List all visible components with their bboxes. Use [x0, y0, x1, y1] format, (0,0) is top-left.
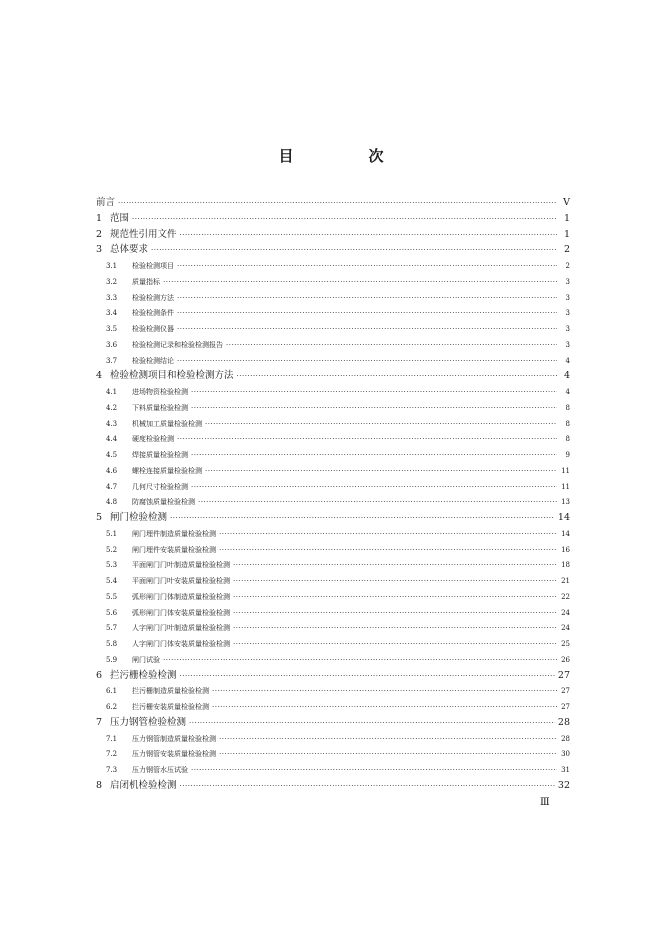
toc-entry-page: 3: [565, 325, 570, 333]
toc-entry-number: 3.6: [106, 340, 118, 349]
toc-entry[interactable]: [96, 669, 570, 683]
toc-entry-page: 31: [561, 766, 570, 774]
toc-entry-page: 28: [557, 716, 570, 728]
toc-entry-title: 质量指标: [132, 277, 160, 286]
toc-entry-page: 3: [565, 293, 570, 302]
toc-leader-dots: [219, 543, 557, 557]
toc-leader-dots: [233, 574, 557, 588]
toc-entry-title: 机械加工质量检验检测: [132, 419, 202, 428]
toc-entry-page: 24: [561, 624, 570, 633]
toc-entry-title: 弧形闸门门体安装质量检验检测: [132, 608, 230, 617]
toc-entry-number: 7.3: [106, 766, 118, 774]
toc-entry-number: 3.3: [106, 293, 118, 302]
toc-leader-dots: [233, 590, 557, 604]
toc-entry[interactable]: [96, 511, 570, 525]
toc-entry-number: 2: [96, 228, 103, 240]
toc-entry[interactable]: [106, 637, 570, 651]
toc-entry-page: 11: [561, 482, 570, 491]
toc-leader-dots: [233, 558, 557, 572]
toc-entry-title: 总体要求: [110, 244, 149, 256]
toc-entry-page: 11: [561, 466, 570, 475]
toc-entry-title: 前言: [96, 197, 116, 208]
toc-entry-number: 4.6: [106, 466, 118, 475]
toc-leader-dots: [177, 291, 557, 305]
toc-entry-page: 30: [561, 750, 570, 759]
toc-entry-title: 压力钢管检验检测: [110, 716, 187, 728]
toc-entry[interactable]: [96, 779, 570, 793]
toc-leader-dots: [177, 306, 557, 320]
toc-entry-page: 25: [561, 640, 570, 648]
toc-entry[interactable]: [96, 212, 570, 226]
toc-entry[interactable]: [106, 574, 570, 588]
toc-entry-title: 人字闸门门叶制造质量检验检测: [132, 624, 230, 633]
toc-entry[interactable]: [106, 684, 570, 698]
toc-entry-title: 闸门埋件制造质量检验检测: [132, 529, 216, 538]
toc-leader-dots: [237, 369, 557, 383]
toc-entry[interactable]: [106, 527, 570, 541]
toc-entry-page: 9: [565, 451, 570, 459]
toc-entry-title: 人字闸门门体安装质量检验检测: [132, 640, 230, 648]
toc-entry-page: 3: [565, 277, 570, 286]
toc-entry-title: 焊接质量检验检测: [132, 451, 188, 459]
toc-entry-title: 启闭机检验检测: [110, 779, 177, 791]
toc-entry-number: 3: [96, 244, 103, 256]
toc-entry-title: 硬度检验检测: [132, 435, 174, 444]
toc-entry[interactable]: [106, 338, 570, 352]
toc-entry-title: 压力钢管安装质量检验检测: [132, 750, 216, 759]
toc-entry-number: 6: [96, 669, 103, 681]
toc-leader-dots: [212, 684, 557, 698]
toc-title: 目 次: [278, 147, 414, 165]
toc-entry-title: 规范性引用文件: [110, 228, 177, 240]
toc-entry-number: 4.7: [106, 482, 118, 491]
toc-entry-page: 4: [565, 356, 570, 365]
toc-entry[interactable]: [106, 275, 570, 289]
toc-entry-number: 5.8: [106, 640, 118, 648]
toc-entry-number: 4.4: [106, 435, 118, 444]
toc-entry-title: 范围: [110, 212, 130, 224]
toc-entry[interactable]: [106, 700, 570, 714]
toc-entry-page: 8: [565, 435, 570, 444]
toc-entry[interactable]: [106, 448, 570, 462]
toc-entry[interactable]: [96, 369, 570, 383]
toc-entry-number: 3.4: [106, 309, 118, 318]
toc-entry-number: 7.2: [106, 750, 118, 759]
toc-entry-number: 5.3: [106, 561, 118, 570]
toc-entry-title: 检验检测条件: [132, 309, 174, 318]
toc-entry-page: 21: [561, 577, 570, 585]
toc-entry-title: 检验检测项目: [132, 262, 174, 270]
toc-entry[interactable]: [106, 306, 570, 320]
toc-leader-dots: [219, 732, 557, 746]
toc-entry-page: 22: [561, 592, 570, 601]
toc-entry[interactable]: [106, 763, 570, 777]
toc-entry-title: 几何尺寸检验检测: [132, 482, 188, 491]
toc-leader-dots: [177, 259, 557, 273]
toc-leader-dots: [198, 495, 557, 509]
toc-entry-title: 检验检测结论: [132, 356, 174, 365]
toc-leader-dots: [191, 763, 557, 777]
toc-entry[interactable]: [106, 621, 570, 635]
toc-leader-dots: [226, 338, 557, 352]
toc-entry-number: 4.5: [106, 451, 118, 459]
toc-entry-number: 5.2: [106, 545, 118, 554]
toc-entry-number: 6.2: [106, 703, 118, 711]
toc-entry-title: 平面闸门门叶安装质量检验检测: [132, 577, 230, 585]
toc-entry[interactable]: [106, 732, 570, 746]
toc-leader-dots: [191, 401, 557, 415]
toc-entry-title: 检验检测记录和检验检测报告: [132, 340, 223, 349]
toc-entry-page: 13: [561, 498, 570, 507]
toc-leader-dots: [177, 322, 557, 336]
toc-entry-number: 7: [96, 716, 103, 728]
toc-entry-title: 拦污栅安装质量检验检测: [132, 703, 209, 711]
toc-leader-dots: [132, 212, 557, 226]
toc-entry[interactable]: [106, 590, 570, 604]
toc-entry-page: 2: [563, 244, 570, 256]
toc-entry[interactable]: [106, 354, 570, 368]
toc-entry-title: 闸门试验: [132, 655, 160, 664]
toc-entry-page: 3: [565, 309, 570, 318]
toc-entry-title: 检验检测仪器: [132, 325, 174, 333]
toc-entry-page: 14: [561, 529, 570, 538]
toc-entry-page: 2: [565, 262, 570, 270]
toc-entry-number: 7.1: [106, 734, 118, 743]
toc-entry-page: 8: [565, 403, 570, 412]
toc-entry-page: 26: [561, 655, 570, 664]
toc-leader-dots: [177, 432, 557, 446]
toc-entry-number: 3.5: [106, 325, 118, 333]
toc-entry-page: 1: [563, 212, 570, 224]
toc-entry-number: 5.7: [106, 624, 118, 633]
toc-leader-dots: [219, 527, 557, 541]
toc-leader-dots: [180, 228, 557, 242]
toc-entry[interactable]: [106, 495, 570, 509]
toc-entry-title: 压力钢管制造质量检验检测: [132, 734, 216, 743]
toc-entry[interactable]: [106, 401, 570, 415]
toc-entry[interactable]: [106, 259, 570, 273]
toc-entry-number: 1: [96, 212, 103, 224]
toc-entry-title: 闸门检验检测: [110, 512, 168, 523]
toc-entry-number: 5.6: [106, 608, 118, 617]
toc-entry-title: 拦污栅制造质量检验检测: [132, 687, 209, 696]
toc-entry-page: 32: [557, 779, 570, 791]
toc-entry-title: 检验检测项目和检验检测方法: [110, 370, 234, 382]
toc-entry-number: 4: [96, 370, 103, 382]
toc-entry[interactable]: [96, 196, 570, 210]
toc-entry-title: 下料质量检验检测: [132, 403, 188, 412]
toc-leader-dots: [205, 417, 557, 431]
toc-entry-title: 闸门埋件安装质量检验检测: [132, 545, 216, 554]
toc-entry-page: 14: [557, 512, 570, 523]
toc-entry-number: 3.7: [106, 356, 118, 365]
toc-entry[interactable]: [106, 653, 570, 667]
toc-leader-dots: [205, 464, 557, 478]
toc-entry[interactable]: [106, 322, 570, 336]
toc-entry-page: 24: [561, 608, 570, 617]
toc-entry[interactable]: [106, 417, 570, 431]
toc-entry-title: 弧形闸门门体制造质量检验检测: [132, 592, 230, 601]
toc-entry[interactable]: [96, 716, 570, 730]
toc-leader-dots: [191, 448, 557, 462]
toc-entry[interactable]: [106, 480, 570, 494]
toc-entry-title: 平面闸门门叶制造质量检验检测: [132, 561, 230, 570]
toc-leader-dots: [189, 716, 555, 730]
toc-entry[interactable]: [106, 558, 570, 572]
toc-entry-number: 5: [96, 512, 103, 523]
toc-leader-dots: [212, 700, 557, 714]
toc-entry-page: 28: [561, 734, 570, 743]
toc-leader-dots: [233, 637, 557, 651]
toc-entry[interactable]: [106, 464, 570, 478]
toc-entry-number: 4.8: [106, 498, 118, 507]
toc-leader-dots: [191, 480, 557, 494]
toc-leader-dots: [191, 385, 557, 399]
toc-entry[interactable]: [96, 243, 570, 257]
toc-entry[interactable]: [106, 747, 570, 761]
toc-entry-page: 4: [565, 388, 570, 396]
toc-entry-page: 18: [561, 561, 570, 570]
toc-entry[interactable]: [106, 385, 570, 399]
toc-entry-number: 6.1: [106, 687, 118, 696]
toc-entry-number: 4.2: [106, 403, 118, 412]
toc-leader-dots: [163, 653, 557, 667]
toc-entry-page: 27: [561, 687, 570, 696]
toc-entry-number: 4.3: [106, 419, 118, 428]
toc-entry-number: 5.1: [106, 529, 118, 538]
toc-entry-number: 8: [96, 779, 103, 791]
toc-leader-dots: [233, 621, 557, 635]
toc-entry[interactable]: [106, 291, 570, 305]
toc-entry-page: 3: [565, 340, 570, 349]
toc-entry-title: 检验检测方法: [132, 293, 174, 302]
toc-leader-dots: [151, 243, 557, 257]
toc-entry[interactable]: [106, 606, 570, 620]
toc-leader-dots: [233, 606, 557, 620]
toc-entry-page: Ⅴ: [563, 197, 570, 208]
toc-entry[interactable]: [106, 543, 570, 557]
toc-entry-page: 27: [561, 703, 570, 711]
toc-entry-number: 3.1: [106, 262, 118, 270]
toc-entry-number: 4.1: [106, 388, 118, 396]
toc-entry-title: 压力钢管水压试验: [132, 766, 188, 774]
toc-entry-page: 4: [563, 370, 570, 382]
toc-leader-dots: [180, 779, 555, 793]
toc-entry-title: 防腐蚀质量检验检测: [132, 498, 195, 507]
toc-entry-page: 1: [563, 228, 570, 240]
toc-entry[interactable]: [96, 228, 570, 242]
toc-entry-number: 5.4: [106, 577, 118, 585]
toc-entry-number: 5.9: [106, 655, 118, 664]
toc-leader-dots: [170, 511, 555, 525]
toc-entry-number: 3.2: [106, 277, 118, 286]
toc-entry-page: 27: [557, 669, 570, 681]
toc-leader-dots: [219, 747, 557, 761]
toc-entry-number: 5.5: [106, 592, 118, 601]
toc-leader-dots: [118, 196, 557, 210]
toc-leader-dots: [163, 275, 557, 289]
toc-entry-title: 拦污栅检验检测: [110, 669, 177, 681]
toc-entry-title: 进场物资检验检测: [132, 388, 188, 396]
toc-entry[interactable]: [106, 432, 570, 446]
page-number: Ⅲ: [540, 797, 550, 808]
toc-entry-title: 螺栓连接质量检验检测: [132, 466, 202, 475]
toc-entry-page: 8: [565, 419, 570, 428]
toc-entry-page: 16: [561, 545, 570, 554]
toc-leader-dots: [180, 669, 555, 683]
toc-leader-dots: [177, 354, 557, 368]
